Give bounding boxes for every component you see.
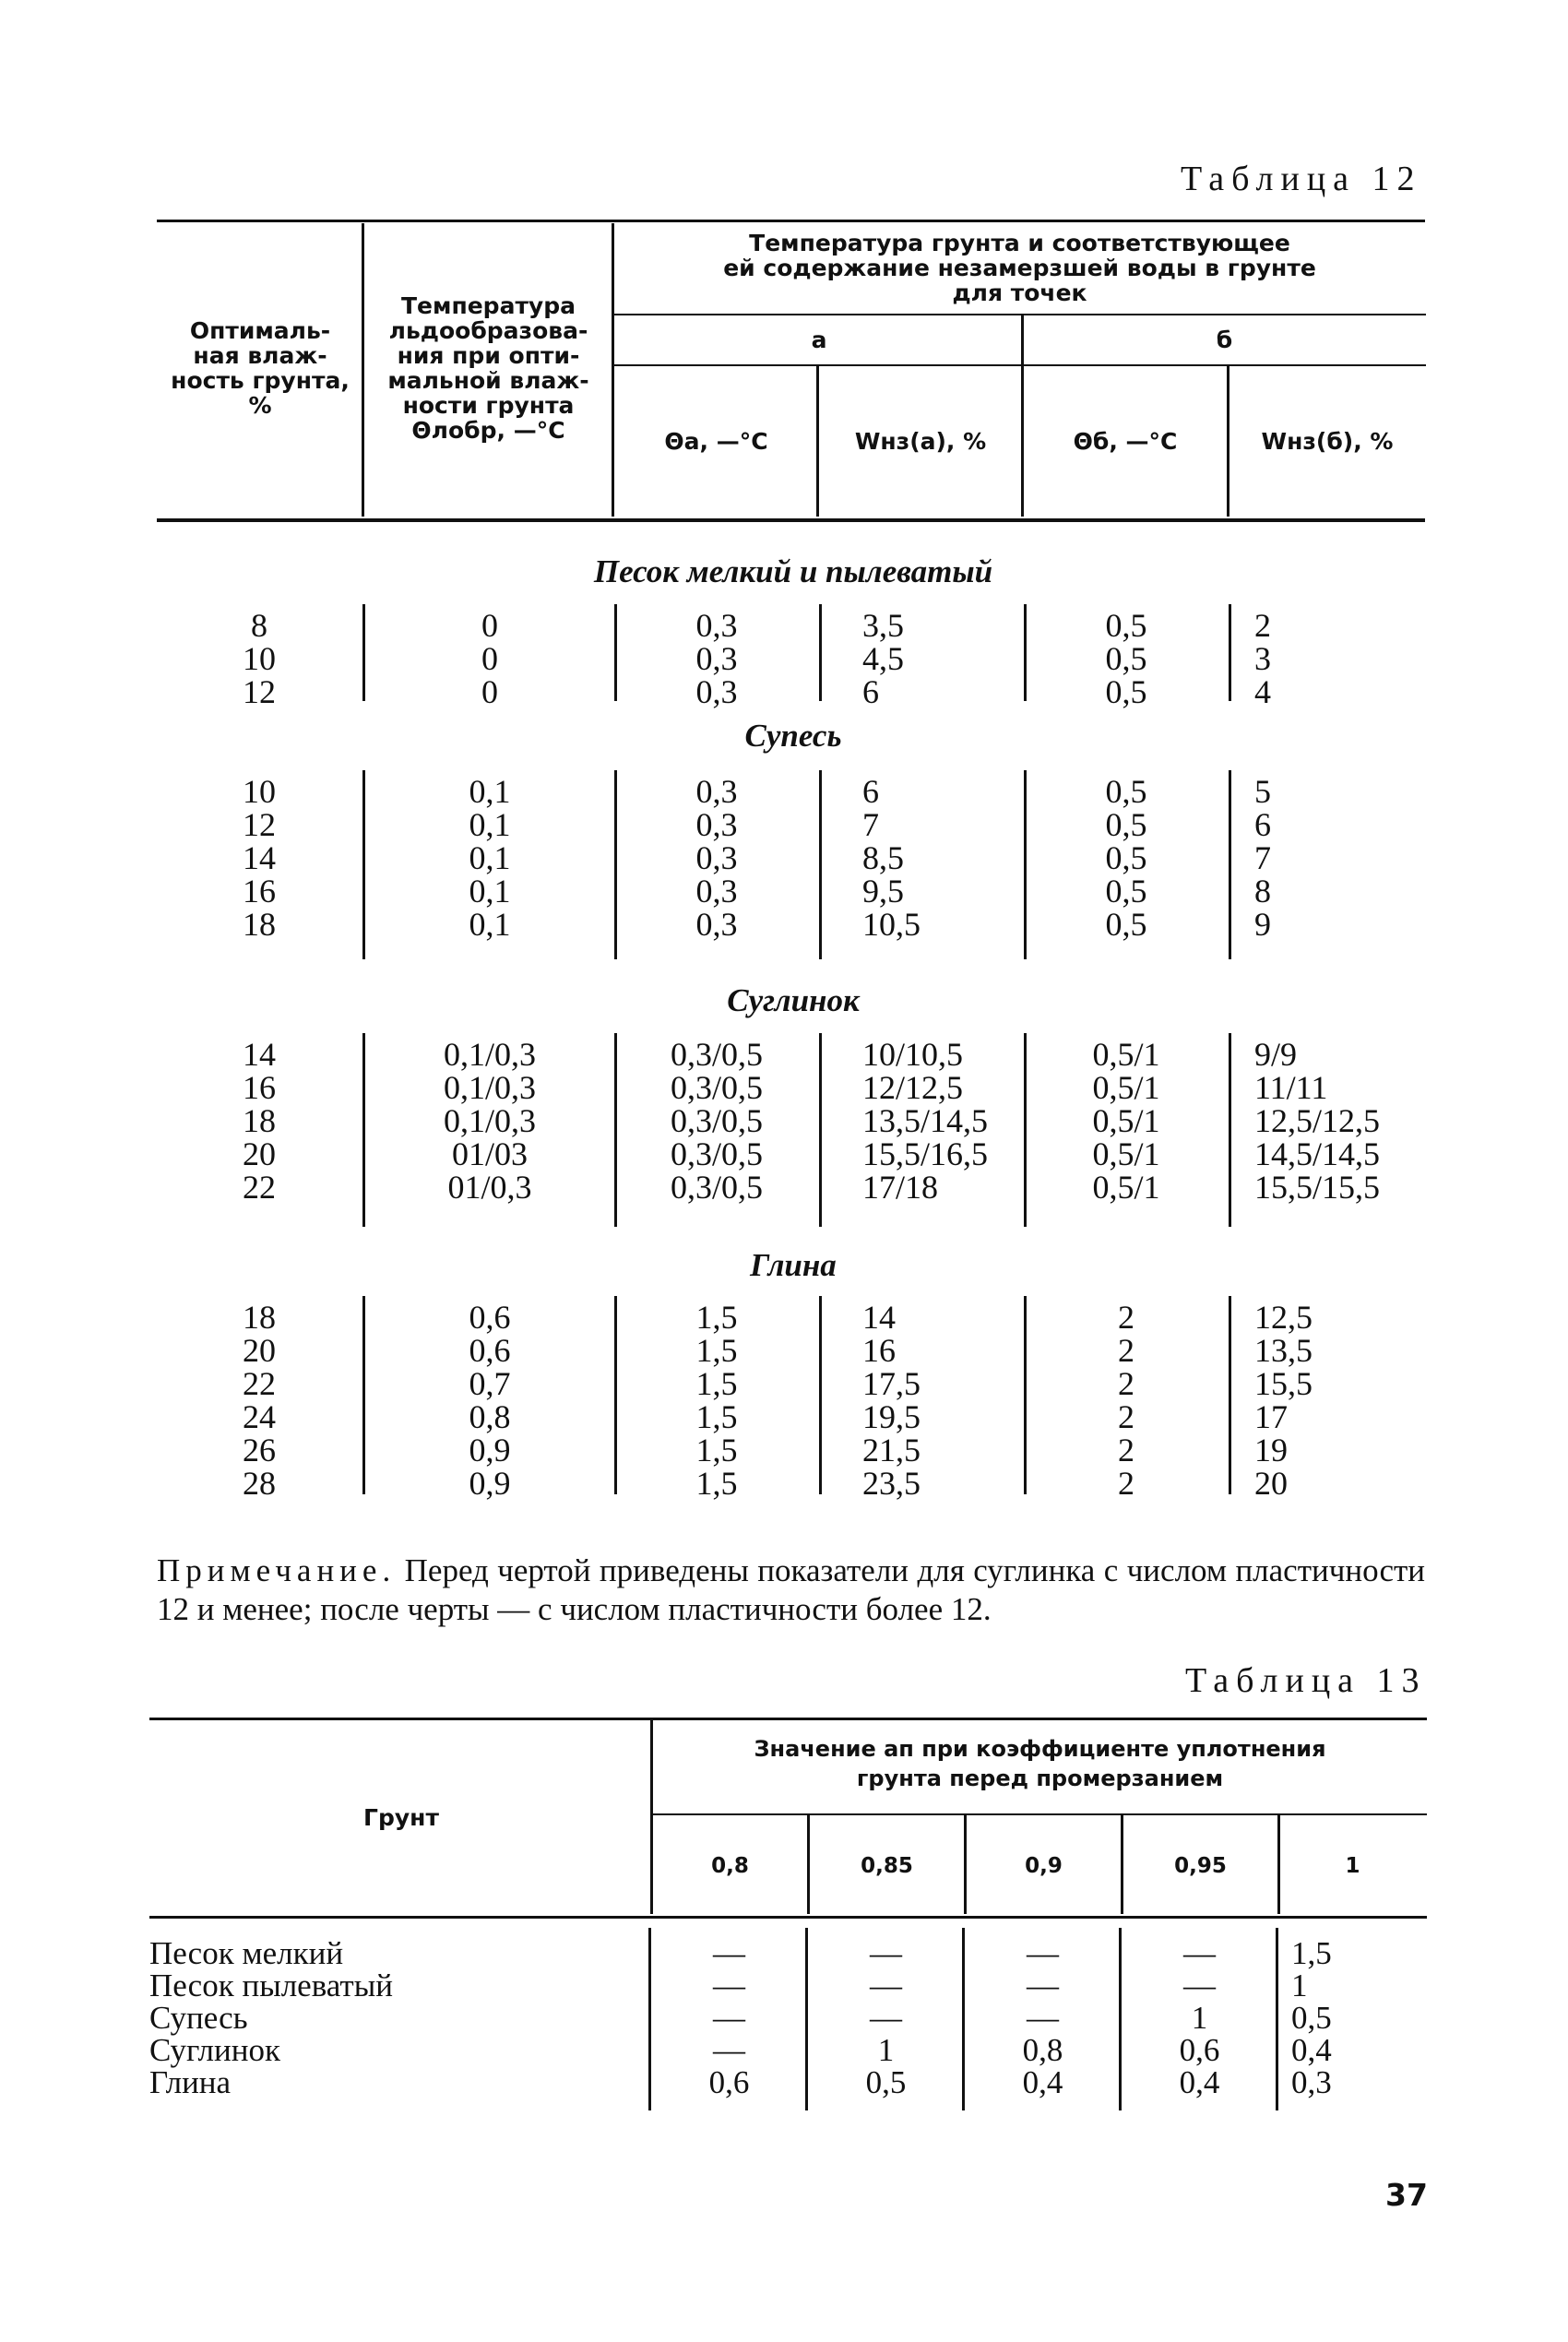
- cell-ice-temp: 0,1: [469, 873, 511, 909]
- cell-optimal-moisture: 22: [243, 1365, 276, 1402]
- table12-column: [1026, 775, 1227, 941]
- table12-column: [157, 609, 362, 708]
- cell-ice-temp: 0: [481, 640, 498, 677]
- cell-theta-a: 0,3/0,5: [670, 1069, 763, 1106]
- cell-ice-temp: 0,1: [469, 906, 511, 943]
- cell-theta-a: 0,3: [695, 607, 738, 644]
- cell-w-a: 23,5: [862, 1465, 921, 1502]
- cell-w-b: 4: [1254, 673, 1271, 710]
- cell-ice-temp: 0: [481, 673, 498, 710]
- divider: [362, 770, 365, 959]
- coef-header: 0,8: [711, 1854, 749, 1878]
- coef-value: —: [870, 1935, 902, 1971]
- cell-theta-b: 2: [1118, 1432, 1134, 1468]
- cell-theta-b: 0,5: [1105, 607, 1147, 644]
- header-w-a: Wнз(а), %: [854, 428, 987, 455]
- table12-column: [366, 775, 613, 941]
- divider: [1229, 604, 1231, 701]
- cell-w-b: 20: [1254, 1465, 1288, 1502]
- coef-value: 0,6: [708, 2064, 750, 2100]
- cell-w-b: 12,5/12,5: [1254, 1102, 1381, 1139]
- cell-theta-b: 2: [1118, 1299, 1134, 1336]
- table13-caption: Таблица 13: [1185, 1661, 1427, 1700]
- table12-header-bottom-rule: [157, 518, 1425, 522]
- cell-ice-temp: 01/03: [451, 1135, 528, 1172]
- cell-theta-a: 0,3: [695, 839, 738, 876]
- cell-theta-b: 0,5: [1105, 773, 1147, 810]
- cell-theta-a: 1,5: [695, 1432, 738, 1468]
- cell-ice-temp: 0,1/0,3: [443, 1102, 536, 1139]
- cell-theta-a: 1,5: [695, 1465, 738, 1502]
- cell-optimal-moisture: 18: [243, 1299, 276, 1336]
- cell-theta-b: 0,5/1: [1092, 1102, 1160, 1139]
- divider: [819, 1033, 822, 1227]
- cell-w-b: 12,5: [1254, 1299, 1313, 1336]
- cell-theta-a: 1,5: [695, 1332, 738, 1369]
- cell-ice-temp: 0,1: [469, 806, 511, 843]
- table12-top-rule: [157, 220, 1425, 222]
- divider: [805, 1928, 808, 2110]
- cell-w-b: 8: [1254, 873, 1271, 909]
- cell-w-a: 17,5: [862, 1365, 921, 1402]
- divider: [612, 223, 614, 517]
- header-theta-a: Θа, —°C: [664, 428, 768, 455]
- table12-column: [616, 609, 817, 708]
- cell-theta-a: 0,3/0,5: [670, 1169, 763, 1206]
- soil-name: Песок пылеватый: [149, 1968, 393, 2003]
- coef-value: 0,4: [1291, 2032, 1332, 2068]
- divider: [362, 223, 364, 517]
- cell-w-b: 5: [1254, 773, 1271, 810]
- cell-theta-b: 0,5: [1105, 873, 1147, 909]
- divider: [1119, 1928, 1122, 2110]
- cell-w-a: 4,5: [862, 640, 904, 677]
- soil-column: [149, 1937, 393, 2098]
- cell-w-a: 16: [862, 1332, 896, 1369]
- cell-optimal-moisture: 16: [243, 1069, 276, 1106]
- cell-optimal-moisture: 16: [243, 873, 276, 909]
- cell-theta-a: 0,3/0,5: [670, 1036, 763, 1073]
- table12-column: [862, 1038, 1019, 1204]
- cell-ice-temp: 0,1/0,3: [443, 1069, 536, 1106]
- header-ice-temp: Температура льдообразова- ния при опти- мальной влаж- ности грунта Θлобр, —°C: [387, 292, 589, 444]
- coef-value: 0,8: [1022, 2032, 1063, 2068]
- table12-column: [616, 1038, 817, 1204]
- cell-ice-temp: 0,9: [469, 1432, 511, 1468]
- cell-theta-b: 2: [1118, 1332, 1134, 1369]
- section-title: Супесь: [744, 718, 842, 754]
- cell-optimal-moisture: 14: [243, 1036, 276, 1073]
- cell-theta-b: 0,5: [1105, 906, 1147, 943]
- soil-name: Песок мелкий: [149, 1935, 344, 1971]
- cell-theta-a: 0,3: [695, 906, 738, 943]
- cell-theta-b: 0,5/1: [1092, 1135, 1160, 1172]
- divider: [362, 1033, 365, 1227]
- table12-column: [1254, 775, 1425, 941]
- table12-column: [157, 1038, 362, 1204]
- coef-column: [1291, 1937, 1425, 2098]
- header-w-b: Wнз(б), %: [1261, 428, 1394, 455]
- soil-name: Супесь: [149, 2000, 248, 2036]
- cell-theta-b: 0,5: [1105, 673, 1147, 710]
- cell-w-a: 13,5/14,5: [862, 1102, 989, 1139]
- coef-value: —: [1183, 1935, 1216, 1971]
- coef-value: 0,3: [1291, 2064, 1332, 2100]
- cell-w-a: 6: [862, 673, 879, 710]
- cell-w-b: 6: [1254, 806, 1271, 843]
- soil-name: Суглинок: [149, 2032, 280, 2068]
- cell-optimal-moisture: 20: [243, 1332, 276, 1369]
- cell-w-a: 19,5: [862, 1398, 921, 1435]
- coef-value: —: [713, 1968, 745, 2003]
- cell-optimal-moisture: 22: [243, 1169, 276, 1206]
- coef-value: 1,5: [1291, 1935, 1332, 1971]
- header-compaction-group: Значение aп при коэффициенте уплотнения грунта перед промерзанием: [754, 1736, 1326, 1791]
- coef-value: 1: [1191, 2000, 1208, 2036]
- table12-column: [1026, 609, 1227, 708]
- cell-w-b: 15,5: [1254, 1365, 1313, 1402]
- cell-w-b: 13,5: [1254, 1332, 1313, 1369]
- cell-ice-temp: 0,9: [469, 1465, 511, 1502]
- coef-value: 0,6: [1179, 2032, 1220, 2068]
- section-title: Глина: [750, 1247, 837, 1283]
- cell-optimal-moisture: 20: [243, 1135, 276, 1172]
- cell-w-a: 17/18: [862, 1169, 939, 1206]
- coef-value: 1: [877, 2032, 895, 2068]
- table13-header-bottom-rule: [149, 1916, 1427, 1919]
- cell-w-b: 9: [1254, 906, 1271, 943]
- table12-column: [862, 775, 1019, 941]
- divider: [1229, 770, 1231, 959]
- cell-w-b: 7: [1254, 839, 1271, 876]
- cell-w-a: 21,5: [862, 1432, 921, 1468]
- coef-column: [653, 1937, 805, 2098]
- cell-optimal-moisture: 12: [243, 673, 276, 710]
- coef-value: —: [1027, 2000, 1059, 2036]
- cell-optimal-moisture: 26: [243, 1432, 276, 1468]
- coef-value: —: [1027, 1935, 1059, 1971]
- header-point-b: б: [1216, 327, 1233, 353]
- section-title: Суглинок: [727, 982, 860, 1018]
- cell-optimal-moisture: 10: [243, 773, 276, 810]
- cell-w-a: 9,5: [862, 873, 904, 909]
- cell-theta-b: 0,5: [1105, 839, 1147, 876]
- table12-column: [157, 775, 362, 941]
- cell-ice-temp: 01/0,3: [447, 1169, 532, 1206]
- table12-column: [366, 609, 613, 708]
- cell-w-b: 11/11: [1254, 1069, 1328, 1106]
- cell-optimal-moisture: 18: [243, 1102, 276, 1139]
- divider: [362, 604, 365, 701]
- section-title: Песок мелкий и пылеватый: [593, 553, 993, 589]
- cell-ice-temp: 0,1/0,3: [443, 1036, 536, 1073]
- divider: [648, 1928, 651, 2110]
- cell-ice-temp: 0,1: [469, 773, 511, 810]
- table12-column: [1026, 1301, 1227, 1500]
- coef-value: —: [870, 2000, 902, 2036]
- table12-column: [616, 1301, 817, 1500]
- coef-value: 0,5: [1291, 2000, 1332, 2036]
- cell-theta-a: 0,3: [695, 773, 738, 810]
- cell-ice-temp: 0,6: [469, 1299, 511, 1336]
- cell-optimal-moisture: 14: [243, 839, 276, 876]
- divider: [653, 1813, 1427, 1815]
- coef-value: —: [713, 2032, 745, 2068]
- divider: [614, 314, 1426, 315]
- coef-header: 0,85: [861, 1854, 913, 1878]
- cell-optimal-moisture: 24: [243, 1398, 276, 1435]
- cell-theta-a: 0,3: [695, 673, 738, 710]
- cell-ice-temp: 0,1: [469, 839, 511, 876]
- cell-w-a: 15,5/16,5: [862, 1135, 989, 1172]
- coef-header: 0,9: [1025, 1854, 1063, 1878]
- cell-ice-temp: 0,8: [469, 1398, 511, 1435]
- header-soil: Грунт: [363, 1804, 439, 1831]
- table12-column: [1254, 609, 1425, 708]
- cell-w-b: 3: [1254, 640, 1271, 677]
- cell-w-b: 9/9: [1254, 1036, 1298, 1073]
- coef-value: 0,5: [865, 2064, 907, 2100]
- cell-w-a: 6: [862, 773, 879, 810]
- divider: [362, 1296, 365, 1494]
- cell-theta-b: 0,5: [1105, 806, 1147, 843]
- cell-optimal-moisture: 12: [243, 806, 276, 843]
- divider: [819, 1296, 822, 1494]
- note-text: Перед чертой приведены показатели для суглинка с числом пластичности 12 и менее; после черты — с числом пластичности более 12.: [157, 1552, 1426, 1627]
- cell-ice-temp: 0,7: [469, 1365, 511, 1402]
- divider: [1229, 1033, 1231, 1227]
- header-group: Температура грунта и соответствующее ей содержание незамерзшей воды в грунте для точек: [723, 230, 1316, 306]
- table12-column: [862, 609, 1019, 708]
- cell-theta-b: 0,5/1: [1092, 1069, 1160, 1106]
- table12-column: [862, 1301, 1019, 1500]
- soil-name: Глина: [149, 2064, 232, 2100]
- page-number: 37: [1385, 2177, 1428, 2213]
- coef-column: [1123, 1937, 1276, 2098]
- cell-w-a: 3,5: [862, 607, 904, 644]
- divider: [962, 1928, 965, 2110]
- table13-top-rule: [149, 1718, 1427, 1720]
- divider: [1276, 1928, 1278, 2110]
- cell-theta-a: 1,5: [695, 1398, 738, 1435]
- divider: [1229, 1296, 1231, 1494]
- cell-w-b: 14,5/14,5: [1254, 1135, 1381, 1172]
- coef-value: 1: [1291, 1968, 1308, 2003]
- divider: [614, 364, 1426, 366]
- cell-theta-b: 0,5/1: [1092, 1169, 1160, 1206]
- cell-theta-b: 2: [1118, 1398, 1134, 1435]
- cell-w-a: 10/10,5: [862, 1036, 964, 1073]
- cell-w-b: 2: [1254, 607, 1271, 644]
- cell-theta-a: 0,3: [695, 873, 738, 909]
- cell-w-a: 8,5: [862, 839, 904, 876]
- cell-theta-a: 1,5: [695, 1365, 738, 1402]
- cell-w-a: 12/12,5: [862, 1069, 964, 1106]
- table12-column: [1254, 1038, 1425, 1204]
- coef-value: —: [1183, 1968, 1216, 2003]
- cell-w-b: 17: [1254, 1398, 1288, 1435]
- cell-theta-a: 0,3/0,5: [670, 1135, 763, 1172]
- cell-optimal-moisture: 28: [243, 1465, 276, 1502]
- coef-column: [810, 1937, 962, 2098]
- table12-column: [157, 1301, 362, 1500]
- divider: [819, 770, 822, 959]
- table12-column: [1254, 1301, 1425, 1500]
- table12-note: [157, 1551, 1425, 1629]
- coef-header: 1: [1345, 1854, 1360, 1878]
- cell-w-a: 7: [862, 806, 879, 843]
- header-theta-b: Θб, —°C: [1073, 428, 1178, 455]
- cell-w-a: 14: [862, 1299, 896, 1336]
- cell-theta-b: 0,5: [1105, 640, 1147, 677]
- coef-header: 0,95: [1174, 1854, 1227, 1878]
- cell-w-b: 19: [1254, 1432, 1288, 1468]
- coef-value: —: [713, 1935, 745, 1971]
- cell-optimal-moisture: 18: [243, 906, 276, 943]
- cell-theta-b: 2: [1118, 1465, 1134, 1502]
- cell-ice-temp: 0: [481, 607, 498, 644]
- coef-value: 0,4: [1179, 2064, 1220, 2100]
- header-point-a: а: [811, 327, 827, 353]
- coef-value: —: [870, 1968, 902, 2003]
- cell-theta-a: 1,5: [695, 1299, 738, 1336]
- cell-ice-temp: 0,6: [469, 1332, 511, 1369]
- cell-optimal-moisture: 8: [251, 607, 267, 644]
- cell-theta-b: 2: [1118, 1365, 1134, 1402]
- cell-theta-a: 0,3: [695, 640, 738, 677]
- divider: [650, 1720, 653, 1914]
- table12-column: [366, 1301, 613, 1500]
- note-label: Примечание.: [157, 1552, 397, 1588]
- table12-column: [616, 775, 817, 941]
- table12-column: [366, 1038, 613, 1204]
- coef-column: [967, 1937, 1119, 2098]
- coef-value: —: [1027, 1968, 1059, 2003]
- coef-value: 0,4: [1022, 2064, 1063, 2100]
- cell-w-b: 15,5/15,5: [1254, 1169, 1381, 1206]
- cell-theta-a: 0,3: [695, 806, 738, 843]
- header-optimal-moisture: Оптималь- ная влаж- ность грунта, %: [171, 317, 350, 419]
- cell-optimal-moisture: 10: [243, 640, 276, 677]
- table12-column: [1026, 1038, 1227, 1204]
- divider: [819, 604, 822, 701]
- cell-w-a: 10,5: [862, 906, 921, 943]
- cell-theta-a: 0,3/0,5: [670, 1102, 763, 1139]
- coef-value: —: [713, 2000, 745, 2036]
- table12-caption: Таблица 12: [1181, 160, 1422, 198]
- cell-theta-b: 0,5/1: [1092, 1036, 1160, 1073]
